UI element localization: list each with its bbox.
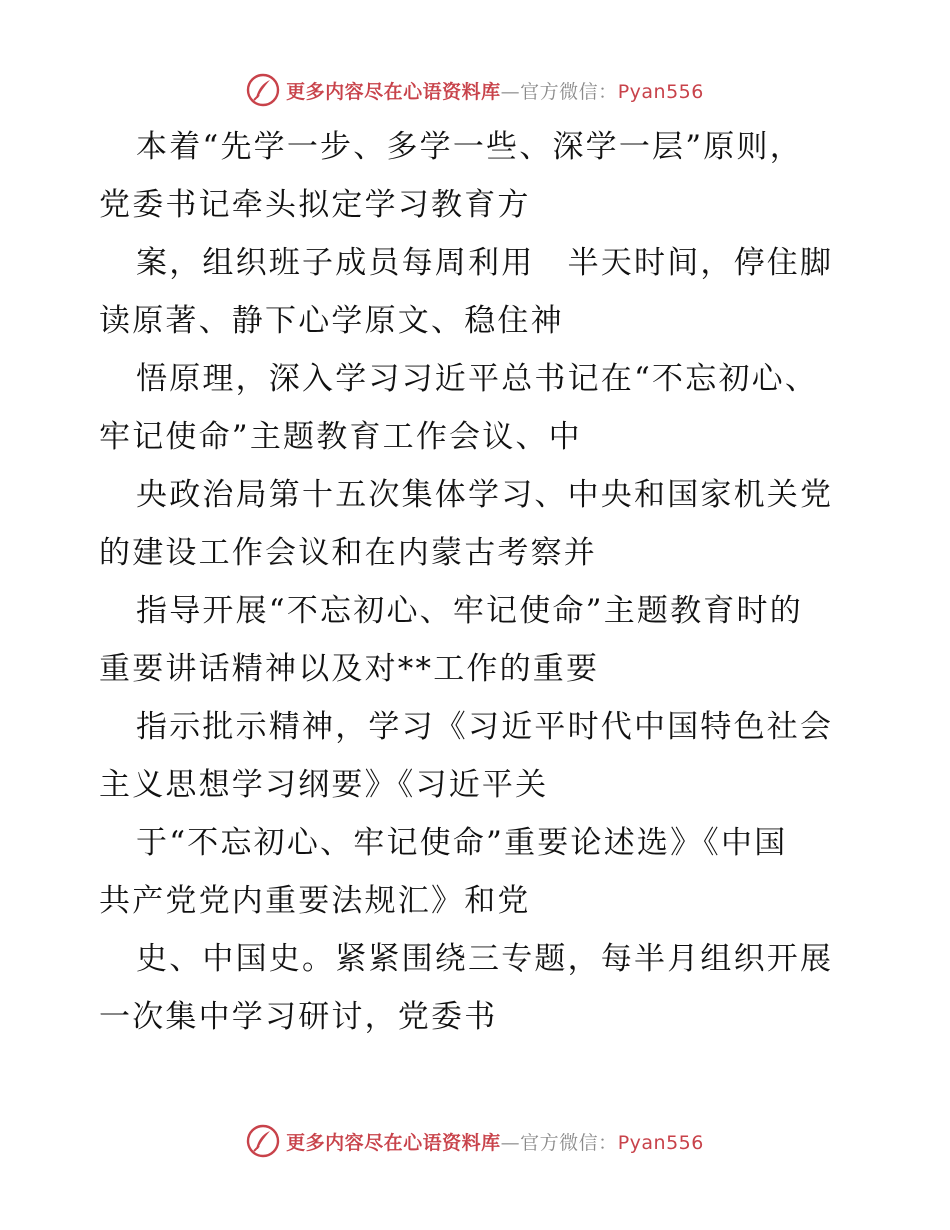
quill-pen-icon (246, 1124, 280, 1158)
text-line: 指导开展“不忘初心、牢记使命”主题教育时的 (136, 593, 803, 629)
text-line: 于“不忘初心、牢记使命”重要论述选》《中国 (136, 825, 788, 861)
document-body (99, 118, 859, 1046)
header-watermark (0, 70, 950, 110)
watermark-wechat-label: 官方微信： (520, 80, 618, 103)
text-line: 共产党党内重要法规汇》和党 (99, 883, 531, 919)
text-line: 一次集中学习研讨，党委书 (99, 999, 498, 1035)
text-line: 党委书记牵头拟定学习教育方 (99, 187, 531, 223)
watermark-text (286, 1128, 704, 1155)
text-line: 重要讲话精神以及对**工作的重要 (99, 651, 600, 687)
watermark-wechat-label: 官方微信： (520, 1131, 618, 1154)
text-line: 本着“先学一步、多学一些、深学一层”原则， (136, 129, 803, 165)
watermark-wechat-id: Pyan556 (617, 80, 704, 103)
watermark-text (286, 77, 704, 104)
text-line: 主义思想学习纲要》《习近平关 (99, 767, 549, 803)
text-line: 悟原理，深入学习习近平总书记在“不忘初心、 (136, 361, 819, 397)
watermark-site-name: 更多内容尽在心语资料库 (286, 80, 501, 103)
text-line: 的建设工作会议和在内蒙古考察并 (99, 535, 597, 571)
text-line: 央政治局第十五次集体学习、中央和国家机关党 (136, 477, 834, 513)
footer-watermark (0, 1121, 950, 1161)
text-line: 读原著、静下心学原文、稳住神 (99, 303, 564, 339)
watermark-wechat-id: Pyan556 (617, 1131, 704, 1154)
text-line: 史、中国史。紧紧围绕三专题，每半月组织开展 (136, 941, 834, 977)
text-line: 牢记使命”主题教育工作会议、中 (99, 419, 582, 455)
watermark-site-name: 更多内容尽在心语资料库 (286, 1131, 501, 1154)
watermark-dash: — (500, 1131, 521, 1154)
watermark-dash: — (500, 80, 521, 103)
text-line: 指示批示精神，学习《习近平时代中国特色社会 (136, 709, 834, 745)
quill-pen-icon (246, 73, 280, 107)
text-line: 案，组织班子成员每周利用 半天时间，停住脚 (136, 245, 834, 281)
